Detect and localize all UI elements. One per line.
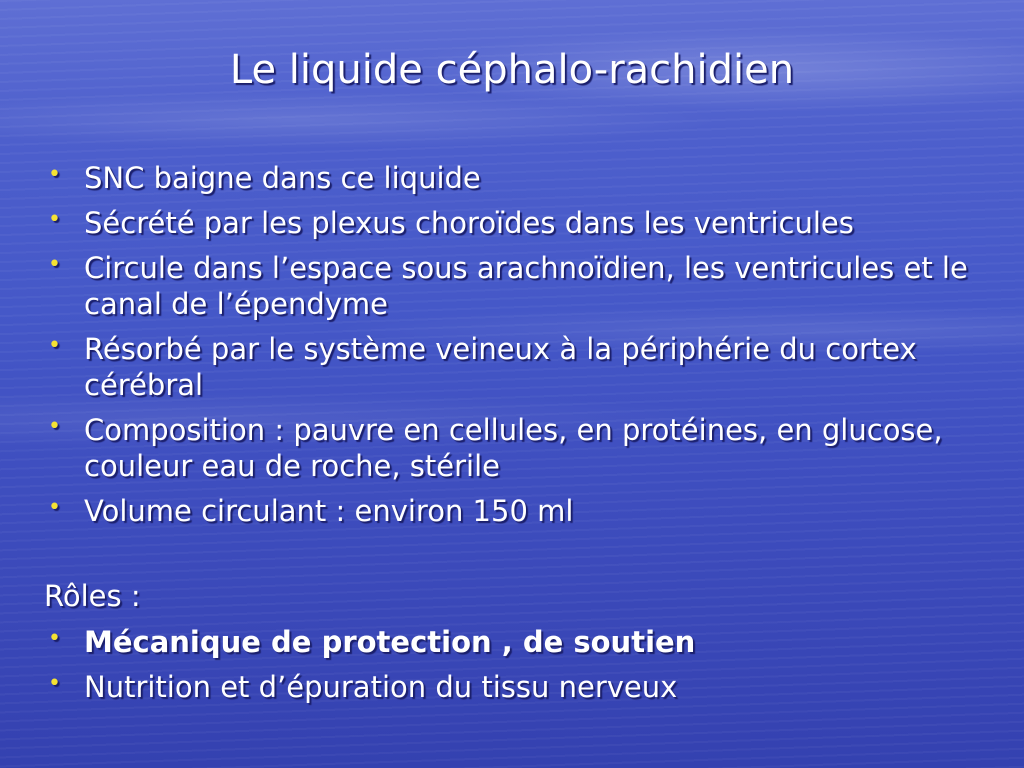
bullet-text: Mécanique de protection , de soutien [84, 625, 696, 659]
list-item [44, 669, 984, 705]
bullet-icon: • [48, 671, 61, 696]
roles-list [44, 624, 984, 705]
bullet-icon: • [48, 252, 61, 277]
spacer [44, 538, 984, 578]
bullet-icon: • [48, 333, 61, 358]
bullet-icon: • [48, 207, 61, 232]
roles-heading: Rôles : [44, 579, 141, 613]
list-item [44, 412, 984, 484]
bullet-icon: • [48, 626, 61, 651]
list-item [44, 624, 984, 660]
bullet-icon: • [48, 414, 61, 439]
bullet-text: Volume circulant : environ 150 ml [84, 494, 574, 528]
slide-body [44, 160, 984, 714]
bullet-text: Nutrition et d’épuration du tissu nerveux [84, 670, 678, 704]
bullet-icon: • [48, 162, 61, 187]
bullet-list [44, 160, 984, 529]
list-item [44, 331, 984, 403]
bullet-text: Composition : pauvre en cellules, en protéines, en glucose, couleur eau de roche, stérile [84, 413, 943, 483]
bullet-text: SNC baigne dans ce liquide [84, 161, 481, 195]
list-item [44, 160, 984, 196]
slide-title: Le liquide céphalo-rachidien [229, 47, 795, 93]
bullet-text: Sécrété par les plexus choroïdes dans les ventricules [84, 206, 854, 240]
list-item [44, 205, 984, 241]
list-item [44, 493, 984, 529]
bullet-icon: • [48, 495, 61, 520]
list-item [44, 250, 984, 322]
bullet-text: Circule dans l’espace sous arachnoïdien, les ventricules et le canal de l’épendyme [84, 251, 968, 321]
bullet-text: Résorbé par le système veineux à la périphérie du cortex cérébral [84, 332, 917, 402]
